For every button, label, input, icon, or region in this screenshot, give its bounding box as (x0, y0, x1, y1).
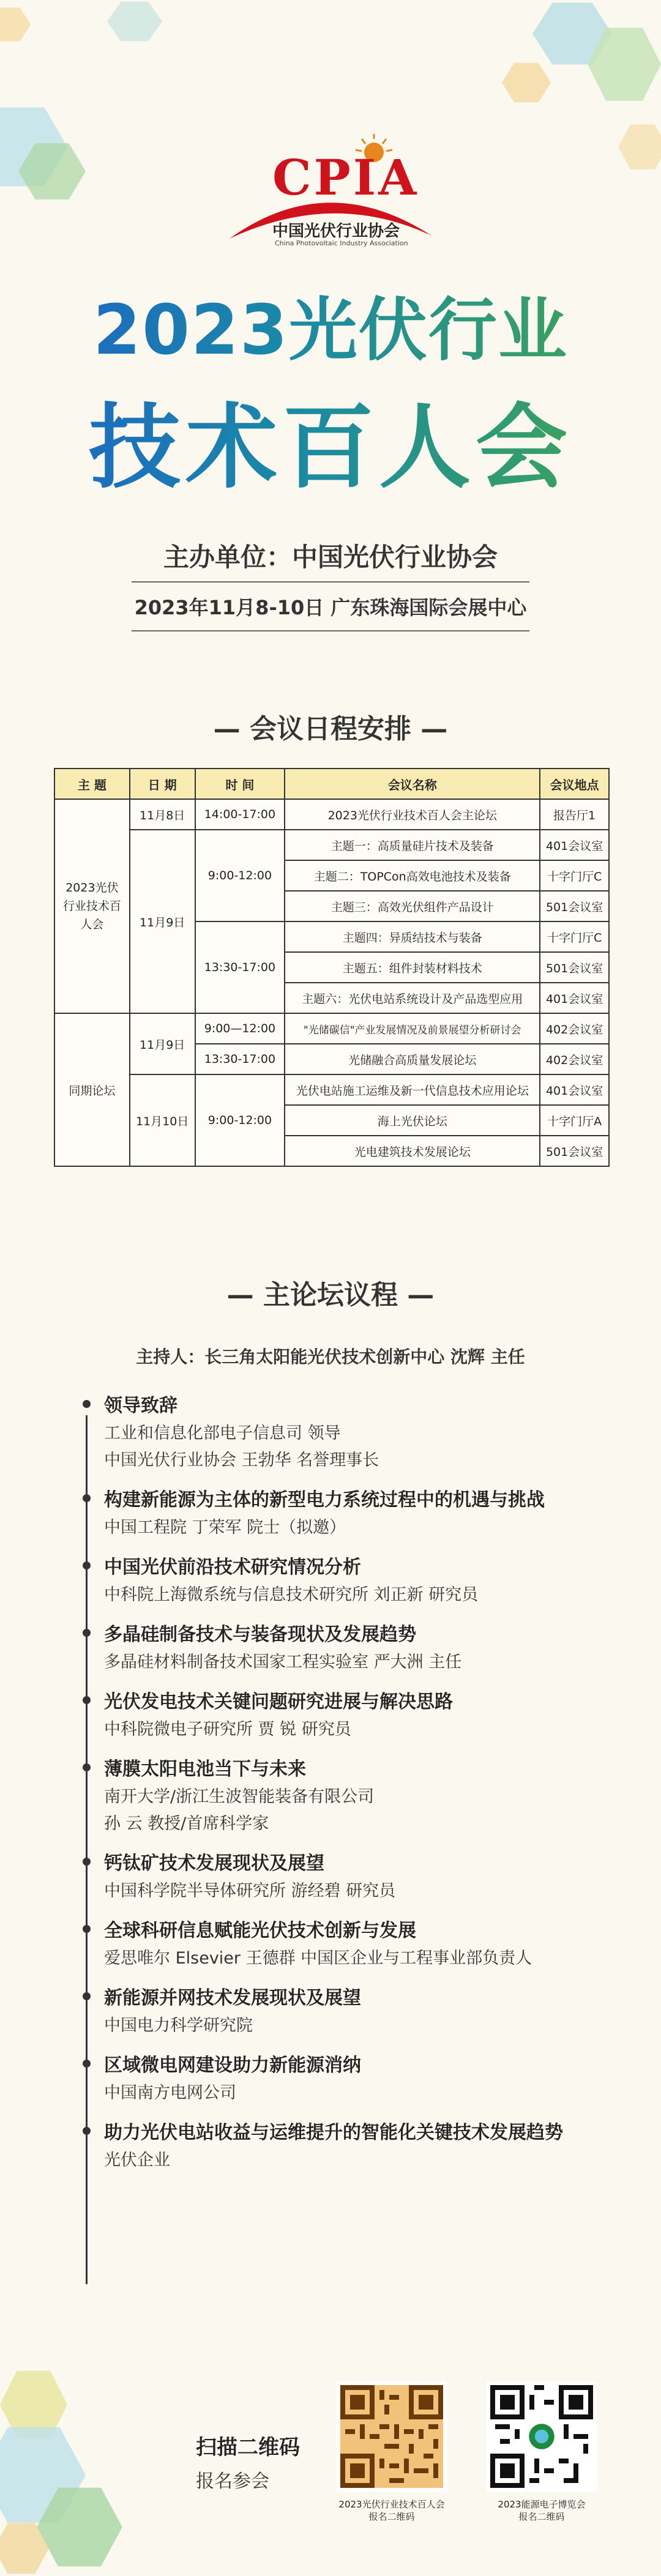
logo-en-name: China Photovoltaic Industry Association (275, 239, 408, 247)
bullet-dot-icon (83, 2060, 91, 2068)
venue-cell: 402会议室 (540, 1013, 609, 1044)
agenda-item-speaker: 爱思唯尔 Elsevier 王德群 中国区企业与工程事业部负责人 (104, 1949, 532, 1968)
agenda-item-speaker: 中科院微电子研究所 贾 锐 研究员 (104, 1720, 351, 1739)
bullet-dot-icon (83, 1696, 91, 1704)
agenda-item-title: 构建新能源为主体的新型电力系统过程中的机遇与挑战 (104, 1489, 545, 1511)
time-cell: 9:00-12:00 (195, 1074, 285, 1166)
decor-shape (107, 0, 162, 43)
date-cell: 11月10日 (130, 1074, 195, 1166)
agenda-item (86, 1755, 630, 1837)
session-name-cell: 光储融合高质量发展论坛 (285, 1044, 540, 1074)
venue-cell: 401会议室 (540, 830, 609, 860)
venue-cell: 十字门厅C (540, 921, 609, 952)
qr-caption-line: 2023光伏行业技术百人会 (338, 2499, 445, 2510)
cpia-logo (217, 132, 444, 254)
agenda-item (86, 1554, 630, 1609)
decor-shape (0, 6, 31, 43)
event-title-line1: 2023光伏行业 (0, 275, 661, 374)
session-name-cell: 主题六：光伏电站系统设计及产品选型应用 (285, 983, 540, 1013)
scan-subtitle: 报名参会 (196, 2471, 269, 2492)
event-title-line2: 技术百人会 (0, 373, 661, 505)
bullet-dot-icon (83, 1992, 91, 2000)
agenda-item (86, 1917, 630, 1972)
forum-heading: — 主论坛议程 — (226, 1279, 435, 1311)
venue-cell: 报告厅1 (540, 799, 609, 830)
agenda-item-title: 光伏发电技术关键问题研究进展与解决思路 (104, 1691, 453, 1713)
qr-caption (324, 2498, 459, 2523)
agenda-item-speaker: 中国南方电网公司 (104, 2083, 236, 2102)
agenda-item (86, 1392, 630, 1474)
qr-code-icon (490, 2385, 593, 2488)
agenda-item (86, 1850, 630, 1905)
column-header: 会议地点 (540, 769, 609, 799)
agenda-item-speaker: 孙 云 教授/首席科学家 (104, 1814, 269, 1833)
bullet-dot-icon (83, 1494, 91, 1502)
qr-code-icon (340, 2385, 443, 2488)
session-name-cell: 主题一：高质量硅片技术及装备 (285, 830, 540, 860)
date-venue: 2023年11月8-10日 广东珠海国际会展中心 (134, 596, 527, 619)
agenda-item-speaker: 中国光伏行业协会 王勃华 名誉理事长 (104, 1451, 379, 1470)
agenda-item-title: 助力光伏电站收益与运维提升的智能化关键技术发展趋势 (104, 2122, 563, 2143)
session-name-cell: 主题三：高效光伏组件产品设计 (285, 891, 540, 921)
table-row (54, 1074, 609, 1105)
bullet-dot-icon (83, 1925, 91, 1933)
qr-caption (474, 2498, 609, 2523)
session-name-cell: 光电建筑技术发展论坛 (285, 1136, 540, 1166)
venue-cell: 十字门厅A (540, 1105, 609, 1136)
agenda-item-speaker: 南开大学/浙江生波智能装备有限公司 (104, 1787, 375, 1806)
venue-cell: 十字门厅C (540, 860, 609, 891)
time-cell: 13:30-17:00 (195, 1044, 285, 1074)
venue-cell: 501会议室 (540, 1136, 609, 1166)
theme-cell: 同期论坛 (54, 1013, 130, 1166)
agenda-item (86, 2052, 630, 2107)
schedule-table (54, 768, 610, 1167)
agenda-item-speaker: 中国工程院 丁荣军 院士（拟邀） (104, 1518, 346, 1537)
agenda-item-title: 薄膜太阳电池当下与未来 (104, 1759, 306, 1780)
bullet-dot-icon (83, 1858, 91, 1866)
qr-caption-line: 报名二维码 (518, 2511, 565, 2522)
session-name-cell: 主题二：TOPCon高效电池技术及装备 (285, 860, 540, 891)
qr-caption-line: 报名二维码 (368, 2511, 415, 2522)
bullet-dot-icon (83, 1400, 91, 1408)
agenda-item (86, 1688, 630, 1743)
table-row (54, 1013, 609, 1044)
agenda-item-speaker: 工业和信息化部电子信息司 领导 (104, 1424, 341, 1443)
date-cell: 11月9日 (130, 830, 195, 1013)
table-row (54, 830, 609, 860)
agenda-item-title: 新能源并网技术发展现状及展望 (104, 1987, 361, 2009)
moderator: 主持人：长三角太阳能光伏技术创新中心 沈辉 主任 (136, 1347, 525, 1367)
time-cell: 9:00-12:00 (195, 830, 285, 921)
venue-cell: 501会议室 (540, 952, 609, 983)
session-name-cell: 主题四：异质结技术与装备 (285, 921, 540, 952)
column-header: 主 题 (54, 769, 130, 799)
bullet-dot-icon (83, 2127, 91, 2135)
divider (132, 630, 529, 631)
agenda-item-speaker: 中科院上海微系统与信息技术研究所 刘正新 研究员 (104, 1585, 479, 1604)
qr-caption-line: 2023能源电子博览会 (498, 2499, 586, 2510)
venue-cell: 402会议室 (540, 1044, 609, 1074)
logo-mark: CPIA (272, 149, 419, 206)
session-name-cell: 2023光伏行业技术百人会主论坛 (285, 799, 540, 830)
qr-code-expo[interactable] (487, 2381, 597, 2492)
time-cell: 13:30-17:00 (195, 921, 285, 1013)
date-cell: 11月9日 (130, 1013, 195, 1074)
column-header: 时 间 (195, 769, 285, 799)
agenda-item-speaker: 中国电力科学研究院 (104, 2016, 253, 2035)
decor-shape (502, 61, 551, 104)
agenda-item-title: 全球科研信息赋能光伏技术创新与发展 (104, 1920, 416, 1941)
agenda-item-title: 领导致辞 (104, 1395, 177, 1416)
agenda-item-speaker: 中国科学院半导体研究所 游经碧 研究员 (104, 1882, 396, 1900)
agenda-item-title: 中国光伏前沿技术研究情况分析 (104, 1557, 361, 1578)
bullet-dot-icon (83, 1763, 91, 1771)
agenda-item (86, 1621, 630, 1676)
qr-code-registration[interactable] (337, 2381, 447, 2492)
venue-cell: 501会议室 (540, 891, 609, 921)
agenda-item-speaker: 光伏企业 (104, 2151, 170, 2170)
agenda-item-title: 区域微电网建设助力新能源消纳 (104, 2055, 361, 2076)
date-cell: 11月8日 (130, 799, 195, 830)
theme-cell: 2023光伏行业技术百人会 (54, 799, 130, 1013)
session-name-cell: 光伏电站施工运维及新一代信息技术应用论坛 (285, 1074, 540, 1105)
agenda-item (86, 2119, 630, 2174)
time-cell: 14:00-17:00 (195, 799, 285, 830)
agenda-item-title: 钙钛矿技术发展现状及展望 (104, 1853, 324, 1874)
decor-shape (618, 122, 661, 171)
schedule-heading: — 会议日程安排 — (213, 713, 448, 745)
venue-cell: 401会议室 (540, 1074, 609, 1105)
venue-cell: 401会议室 (540, 983, 609, 1013)
column-header: 日 期 (130, 769, 195, 799)
table-header-row (54, 769, 609, 799)
agenda-item-title: 多晶硅制备技术与装备现状及发展趋势 (104, 1624, 416, 1645)
column-header: 会议名称 (285, 769, 540, 799)
agenda-item (86, 1486, 630, 1541)
logo-cn-name: 中国光伏行业协会 (272, 222, 400, 240)
divider (132, 581, 529, 583)
host-organizer: 主办单位：中国光伏行业协会 (163, 542, 498, 572)
bullet-dot-icon (83, 1629, 91, 1637)
table-row (54, 799, 609, 830)
session-name-cell: 海上光伏论坛 (285, 1105, 540, 1136)
session-name-cell: 主题五：组件封装材料技术 (285, 952, 540, 983)
agenda-item-speaker: 多晶硅材料制备技术国家工程实验室 严大洲 主任 (104, 1653, 462, 1672)
scan-title: 扫描二维码 (196, 2435, 300, 2460)
time-cell: 9:00—12:00 (195, 1013, 285, 1044)
agenda-item (86, 1984, 630, 2039)
session-name-cell: "光储碳信"产业发展情况及前景展望分析研讨会 (285, 1013, 540, 1044)
agenda-list (86, 1392, 630, 2186)
bullet-dot-icon (83, 1562, 91, 1569)
